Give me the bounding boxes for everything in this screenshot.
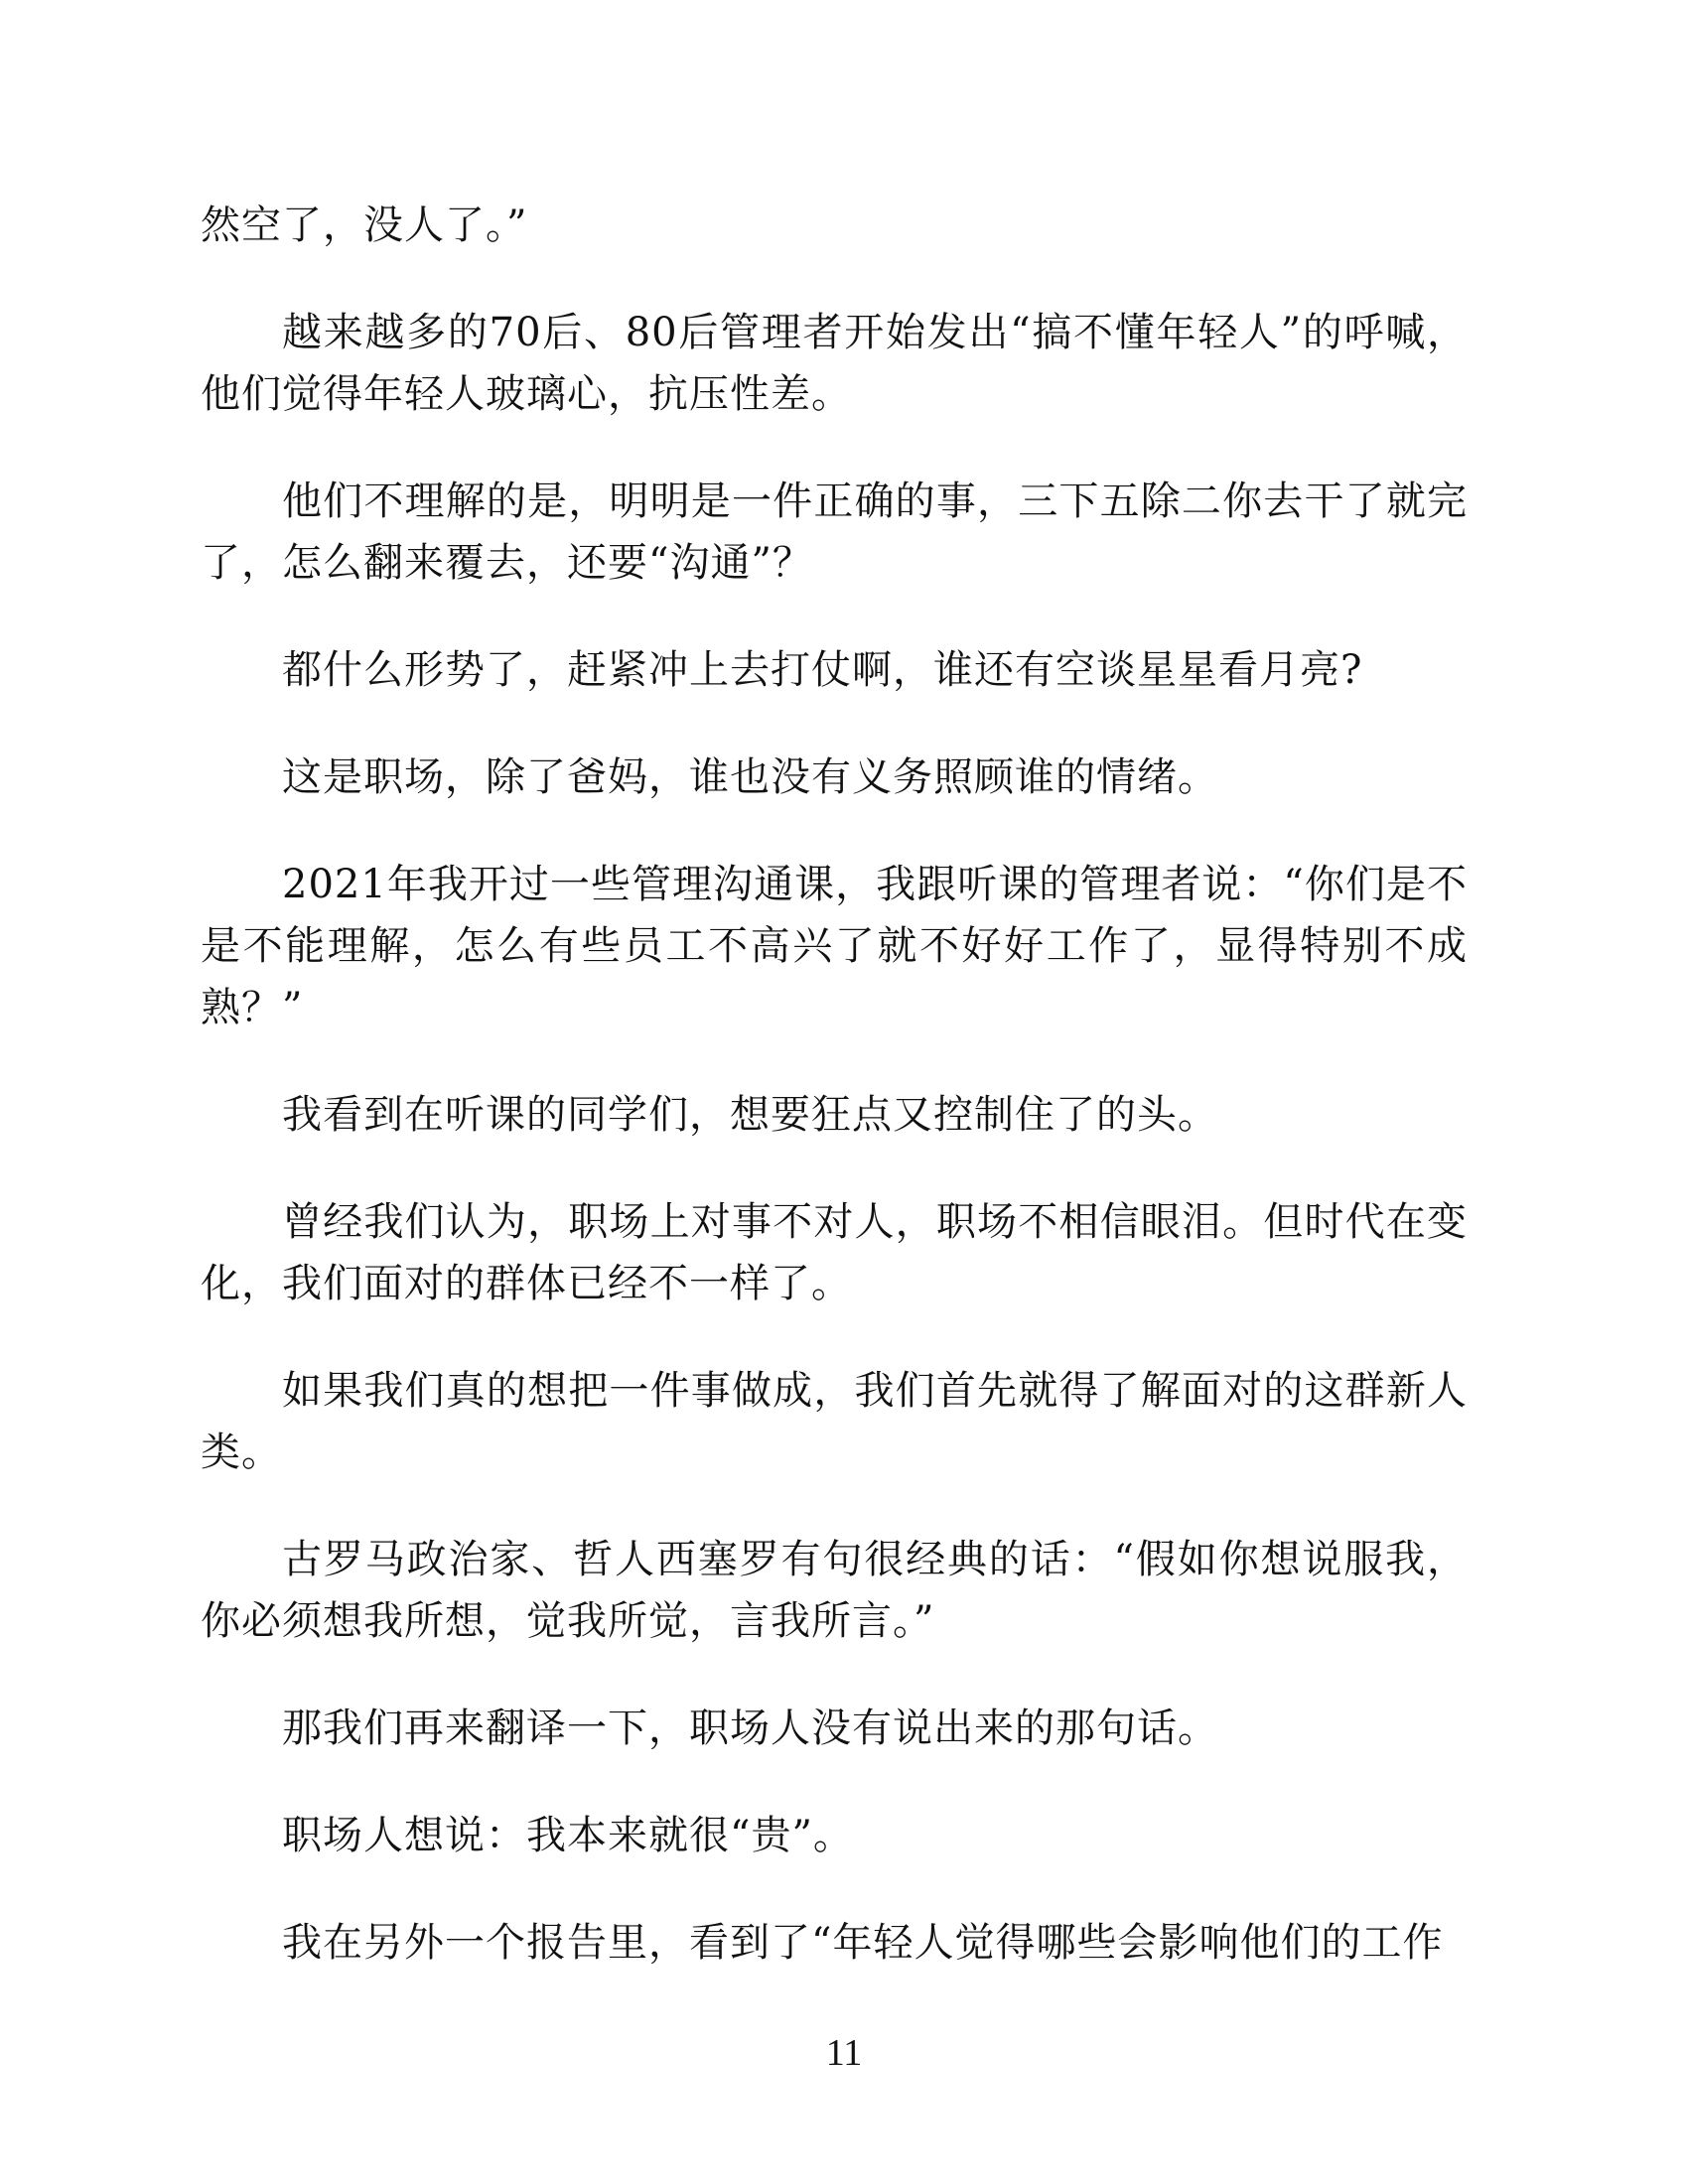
paragraph: 越来越多的70后、80后管理者开始发出“搞不懂年轻人”的呼喊，他们觉得年轻人玻璃心，抗压性差。	[201, 310, 1468, 417]
paragraph: 如果我们真的想把一件事做成，我们首先就得了解面对的这群新人类。	[201, 1368, 1468, 1475]
paragraph: 职场人想说：我本来就很“贵”。	[282, 1813, 854, 1858]
page-body	[201, 195, 1468, 2019]
paragraph: 曾经我们认为，职场上对事不对人，职场不相信眼泪。但时代在变化，我们面对的群体已经不一样了。	[201, 1199, 1468, 1306]
paragraph: 都什么形势了，赶紧冲上去打仗啊，谁还有空谈星星看月亮?	[282, 647, 1363, 693]
paragraph-continuation: 然空了，没人了。”	[201, 203, 528, 248]
paragraph: 这是职场，除了爸妈，谁也没有义务照顾谁的情绪。	[282, 754, 1218, 800]
paragraph: 2021年我开过一些管理沟通课，我跟听课的管理者说：“你们是不是不能理解，怎么有些员工不高兴了就不好好工作了，显得特别不成熟？”	[201, 862, 1468, 1030]
paragraph: 我看到在听课的同学们，想要狂点又控制住了的头。	[282, 1092, 1218, 1138]
paragraph-quote: 古罗马政治家、哲人西塞罗有句很经典的话：“假如你想说服我，你必须想我所想，觉我所觉，言我所言。”	[201, 1537, 1468, 1644]
paragraph-continues: 我在另外一个报告里，看到了“年轻人觉得哪些会影响他们的工作	[282, 1920, 1444, 1966]
paragraph: 他们不理解的是，明明是一件正确的事，三下五除二你去干了就完了，怎么翻来覆去，还要“沟通”？	[201, 478, 1468, 586]
paragraph: 那我们再来翻译一下，职场人没有说出来的那句话。	[282, 1706, 1218, 1751]
page-number: 11	[825, 2032, 863, 2074]
